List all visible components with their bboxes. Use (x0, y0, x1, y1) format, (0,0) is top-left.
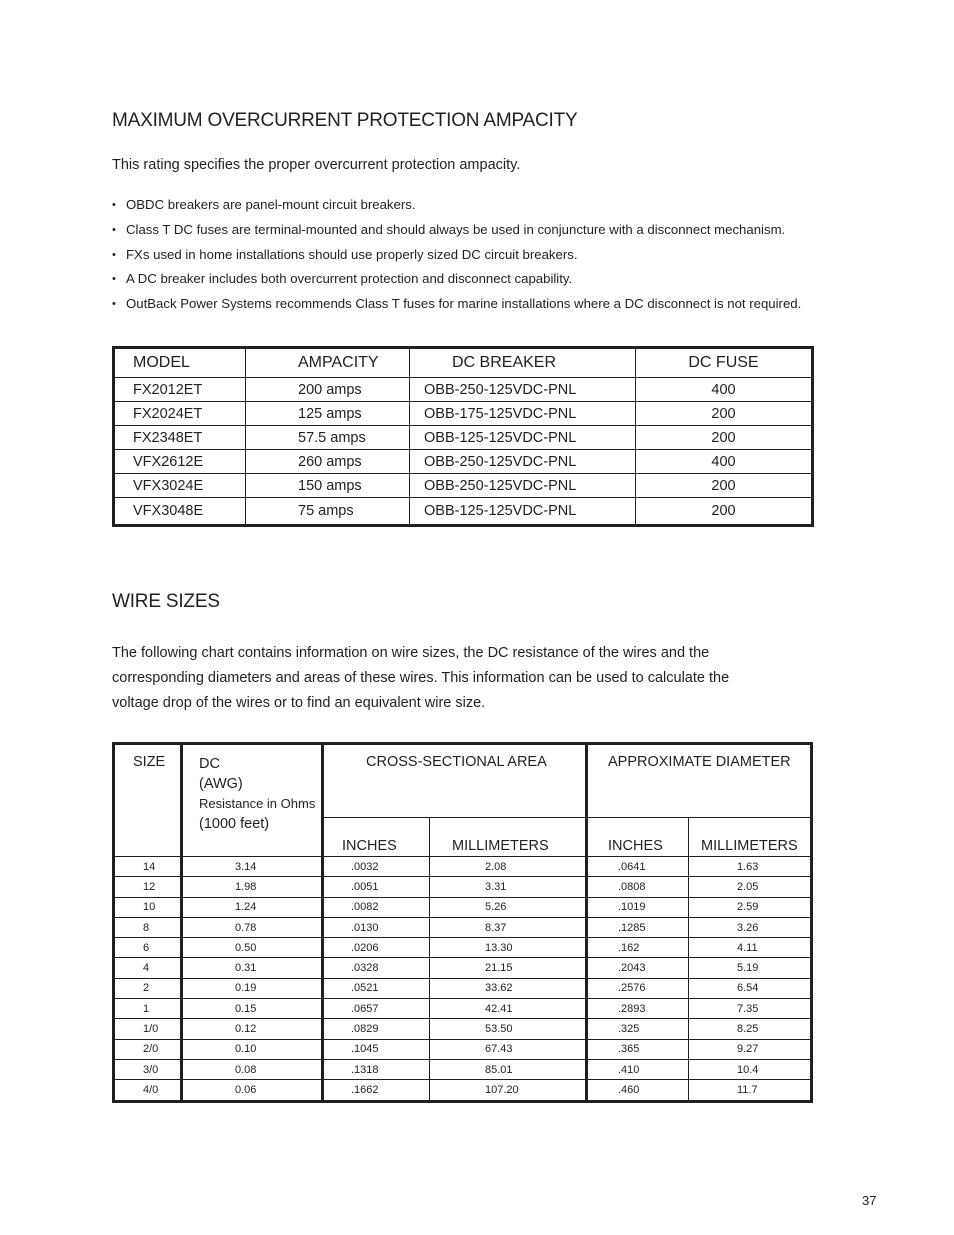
cell-size: 1 (114, 999, 182, 1019)
header-size-label: SIZE (133, 754, 166, 770)
overcurrent-intro: This rating specifies the proper overcurrent protection ampacity. (112, 157, 521, 173)
cell-area-inches: .0521 (323, 978, 430, 998)
cell-area-mm: 21.15 (430, 958, 587, 978)
cell-area-mm: 3.31 (430, 877, 587, 897)
cell-diameter-mm: 11.7 (689, 1080, 812, 1101)
cell-diameter-inches: .410 (587, 1059, 689, 1079)
cell-area-mm: 33.62 (430, 978, 587, 998)
paragraph-line: The following chart contains information on wire sizes, the DC resistance of the wires and the (112, 645, 710, 661)
cell-diameter-mm: 1.63 (689, 857, 812, 877)
subheader-diameter-inches: INCHES (587, 818, 689, 857)
cell-model: FX2024ET (114, 402, 246, 426)
cell-area-inches: .0032 (323, 857, 430, 877)
table-row (114, 1019, 812, 1039)
cell-dc-breaker: OBB-250-125VDC-PNL (410, 378, 636, 402)
cell-diameter-inches: .2576 (587, 978, 689, 998)
cell-area-mm: 53.50 (430, 1019, 587, 1039)
table-row (114, 857, 812, 877)
header-ampacity: AMPACITY (246, 348, 410, 378)
header-model: MODEL (114, 348, 246, 378)
cell-dc-breaker: OBB-250-125VDC-PNL (410, 450, 636, 474)
cell-area-inches: .1045 (323, 1039, 430, 1059)
cell-dc-fuse: 200 (636, 498, 813, 526)
cell-model: FX2348ET (114, 426, 246, 450)
table-row (114, 402, 813, 426)
cell-area-mm: 8.37 (430, 917, 587, 937)
cell-area-mm: 42.41 (430, 999, 587, 1019)
cell-area-inches: .1662 (323, 1080, 430, 1101)
cell-size: 8 (114, 917, 182, 937)
bullet-item: • Class T DC fuses are terminal-mounted and should always be used in conjuncture with a disconnect mechanism. (112, 222, 801, 247)
header-dc-resistance (182, 744, 323, 857)
cell-area-inches: .0051 (323, 877, 430, 897)
cell-area-inches: .0328 (323, 958, 430, 978)
cell-dc: 1.98 (182, 877, 323, 897)
cell-dc-fuse: 200 (636, 426, 813, 450)
cell-diameter-inches: .325 (587, 1019, 689, 1039)
header-approximate-diameter: APPROXIMATE DIAMETER (587, 744, 812, 818)
cell-diameter-mm: 7.35 (689, 999, 812, 1019)
cell-model: VFX3024E (114, 474, 246, 498)
table-row (114, 474, 813, 498)
header-size (114, 744, 182, 857)
subheader-area-millimeters: MILLIMETERS (430, 818, 587, 857)
table-row (114, 938, 812, 958)
cell-dc: 0.10 (182, 1039, 323, 1059)
cell-dc: 0.19 (182, 978, 323, 998)
cell-model: FX2012ET (114, 378, 246, 402)
cell-area-mm: 85.01 (430, 1059, 587, 1079)
cell-size: 1/0 (114, 1019, 182, 1039)
table-row (114, 378, 813, 402)
cell-dc: 0.15 (182, 999, 323, 1019)
cell-dc: 0.06 (182, 1080, 323, 1101)
cell-size: 4/0 (114, 1080, 182, 1101)
cell-area-inches: .0082 (323, 897, 430, 917)
cell-diameter-inches: .162 (587, 938, 689, 958)
cell-size: 4 (114, 958, 182, 978)
cell-area-inches: .1318 (323, 1059, 430, 1079)
cell-dc: 0.08 (182, 1059, 323, 1079)
table-row (114, 1039, 812, 1059)
cell-size: 12 (114, 877, 182, 897)
cell-dc-fuse: 400 (636, 378, 813, 402)
table-row (114, 897, 812, 917)
table-row (114, 958, 812, 978)
table-row (114, 877, 812, 897)
cell-diameter-inches: .1285 (587, 917, 689, 937)
header-dc-line: (1000 feet) (199, 816, 270, 832)
cell-dc: 1.24 (182, 897, 323, 917)
bullet-item: • OBDC breakers are panel-mount circuit breakers. (112, 197, 801, 222)
cell-ampacity: 57.5 amps (246, 426, 410, 450)
cell-diameter-mm: 2.05 (689, 877, 812, 897)
cell-ampacity: 200 amps (246, 378, 410, 402)
cell-dc-fuse: 200 (636, 474, 813, 498)
wire-sizes-paragraph (112, 641, 812, 716)
cell-diameter-inches: .2893 (587, 999, 689, 1019)
cell-size: 2/0 (114, 1039, 182, 1059)
cell-area-inches: .0657 (323, 999, 430, 1019)
cell-dc-breaker: OBB-125-125VDC-PNL (410, 426, 636, 450)
table-row (114, 978, 812, 998)
cell-area-inches: .0206 (323, 938, 430, 958)
header-dc-line: Resistance in Ohms (199, 796, 316, 811)
header-dc-breaker: DC BREAKER (410, 348, 636, 378)
cell-dc: 0.50 (182, 938, 323, 958)
cell-model: VFX2612E (114, 450, 246, 474)
cell-diameter-inches: .365 (587, 1039, 689, 1059)
cell-diameter-inches: .2043 (587, 958, 689, 978)
table-row (114, 1080, 812, 1101)
header-cross-sectional-area: CROSS-SECTIONAL AREA (323, 744, 587, 818)
bullet-item: • FXs used in home installations should use properly sized DC circuit breakers. (112, 247, 801, 272)
cell-dc-breaker: OBB-175-125VDC-PNL (410, 402, 636, 426)
wire-sizes-table (112, 742, 813, 1103)
table-row (114, 917, 812, 937)
cell-dc-breaker: OBB-125-125VDC-PNL (410, 498, 636, 526)
bullet-item: • OutBack Power Systems recommends Class T fuses for marine installations where a DC disconnect is not required. (112, 296, 801, 321)
cell-size: 14 (114, 857, 182, 877)
cell-diameter-mm: 9.27 (689, 1039, 812, 1059)
cell-size: 3/0 (114, 1059, 182, 1079)
bullet-item: • A DC breaker includes both overcurrent protection and disconnect capability. (112, 271, 801, 296)
cell-area-mm: 107.20 (430, 1080, 587, 1101)
cell-area-mm: 2.08 (430, 857, 587, 877)
cell-area-inches: .0829 (323, 1019, 430, 1039)
subheader-diameter-millimeters: MILLIMETERS (689, 818, 812, 857)
cell-diameter-mm: 6.54 (689, 978, 812, 998)
cell-diameter-mm: 10.4 (689, 1059, 812, 1079)
table-header-row (114, 744, 812, 818)
table-row (114, 1059, 812, 1079)
cell-diameter-mm: 2.59 (689, 897, 812, 917)
cell-diameter-inches: .1019 (587, 897, 689, 917)
cell-dc: 0.78 (182, 917, 323, 937)
cell-dc: 0.12 (182, 1019, 323, 1039)
cell-dc: 0.31 (182, 958, 323, 978)
header-dc-fuse: DC FUSE (636, 348, 813, 378)
cell-size: 6 (114, 938, 182, 958)
header-dc-line: (AWG) (199, 776, 243, 792)
cell-size: 2 (114, 978, 182, 998)
table-row (114, 498, 813, 526)
cell-size: 10 (114, 897, 182, 917)
cell-dc-fuse: 200 (636, 402, 813, 426)
overcurrent-bullet-list (112, 197, 801, 321)
cell-diameter-inches: .460 (587, 1080, 689, 1101)
overcurrent-table (112, 346, 814, 527)
cell-area-mm: 67.43 (430, 1039, 587, 1059)
table-row (114, 426, 813, 450)
cell-diameter-inches: .0641 (587, 857, 689, 877)
subheader-area-inches: INCHES (323, 818, 430, 857)
table-row (114, 999, 812, 1019)
overcurrent-title: MAXIMUM OVERCURRENT PROTECTION AMPACITY (112, 110, 578, 131)
cell-area-mm: 5.26 (430, 897, 587, 917)
cell-ampacity: 150 amps (246, 474, 410, 498)
cell-diameter-mm: 8.25 (689, 1019, 812, 1039)
cell-model: VFX3048E (114, 498, 246, 526)
cell-dc: 3.14 (182, 857, 323, 877)
wire-sizes-title: WIRE SIZES (112, 591, 220, 612)
table-row (114, 450, 813, 474)
cell-dc-breaker: OBB-250-125VDC-PNL (410, 474, 636, 498)
paragraph-line: voltage drop of the wires or to find an equivalent wire size. (112, 695, 486, 711)
page-number: 37 (862, 1193, 877, 1208)
cell-diameter-mm: 5.19 (689, 958, 812, 978)
cell-area-mm: 13.30 (430, 938, 587, 958)
cell-ampacity: 75 amps (246, 498, 410, 526)
cell-ampacity: 260 amps (246, 450, 410, 474)
cell-dc-fuse: 400 (636, 450, 813, 474)
cell-diameter-mm: 3.26 (689, 917, 812, 937)
cell-ampacity: 125 amps (246, 402, 410, 426)
paragraph-line: corresponding diameters and areas of these wires. This information can be used to calculate the (112, 670, 730, 686)
header-dc-line: DC (199, 756, 220, 772)
cell-diameter-inches: .0808 (587, 877, 689, 897)
cell-area-inches: .0130 (323, 917, 430, 937)
table-header-row (114, 348, 813, 378)
cell-diameter-mm: 4.11 (689, 938, 812, 958)
